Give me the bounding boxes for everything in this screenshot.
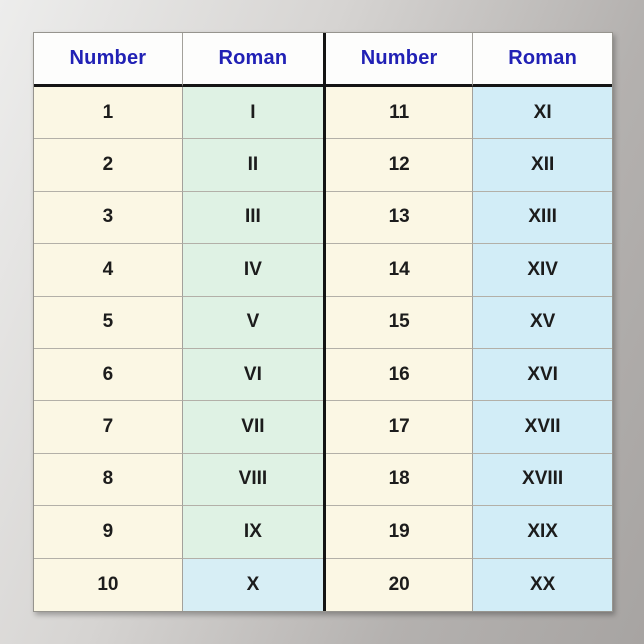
roman-cell: XIII bbox=[473, 192, 612, 244]
number-cell: 20 bbox=[326, 559, 473, 611]
roman-cell: I bbox=[183, 87, 323, 139]
number-cell: 15 bbox=[326, 297, 473, 349]
number-cell: 19 bbox=[326, 506, 473, 558]
number-cell: 3 bbox=[34, 192, 183, 244]
number-cell: 11 bbox=[326, 87, 473, 139]
number-cell: 1 bbox=[34, 87, 183, 139]
number-cell: 14 bbox=[326, 244, 473, 296]
number-cell: 7 bbox=[34, 401, 183, 453]
column-header-number-right: Number bbox=[326, 33, 473, 87]
number-cell: 10 bbox=[34, 559, 183, 611]
roman-cell: XVIII bbox=[473, 454, 612, 506]
roman-cell: XX bbox=[473, 559, 612, 611]
roman-cell: VI bbox=[183, 349, 323, 401]
roman-cell: XIX bbox=[473, 506, 612, 558]
roman-cell: V bbox=[183, 297, 323, 349]
roman-cell: XVI bbox=[473, 349, 612, 401]
number-cell: 8 bbox=[34, 454, 183, 506]
number-cell: 6 bbox=[34, 349, 183, 401]
roman-cell: XV bbox=[473, 297, 612, 349]
number-cell: 9 bbox=[34, 506, 183, 558]
column-header-roman-right: Roman bbox=[473, 33, 612, 87]
number-cell: 13 bbox=[326, 192, 473, 244]
roman-cell: III bbox=[183, 192, 323, 244]
roman-cell: XIV bbox=[473, 244, 612, 296]
roman-cell: XII bbox=[473, 139, 612, 191]
table-right-half bbox=[326, 33, 612, 611]
roman-numerals-table bbox=[33, 32, 613, 612]
number-cell: 5 bbox=[34, 297, 183, 349]
roman-cell: VIII bbox=[183, 454, 323, 506]
number-cell: 2 bbox=[34, 139, 183, 191]
column-header-number-left: Number bbox=[34, 33, 183, 87]
roman-cell: II bbox=[183, 139, 323, 191]
number-cell: 17 bbox=[326, 401, 473, 453]
roman-cell: XI bbox=[473, 87, 612, 139]
roman-cell: VII bbox=[183, 401, 323, 453]
number-cell: 12 bbox=[326, 139, 473, 191]
roman-cell: IV bbox=[183, 244, 323, 296]
roman-cell: IX bbox=[183, 506, 323, 558]
roman-cell: XVII bbox=[473, 401, 612, 453]
roman-cell: X bbox=[183, 559, 323, 611]
column-header-roman-left: Roman bbox=[183, 33, 323, 87]
number-cell: 18 bbox=[326, 454, 473, 506]
table-left-half bbox=[34, 33, 323, 611]
number-cell: 16 bbox=[326, 349, 473, 401]
number-cell: 4 bbox=[34, 244, 183, 296]
